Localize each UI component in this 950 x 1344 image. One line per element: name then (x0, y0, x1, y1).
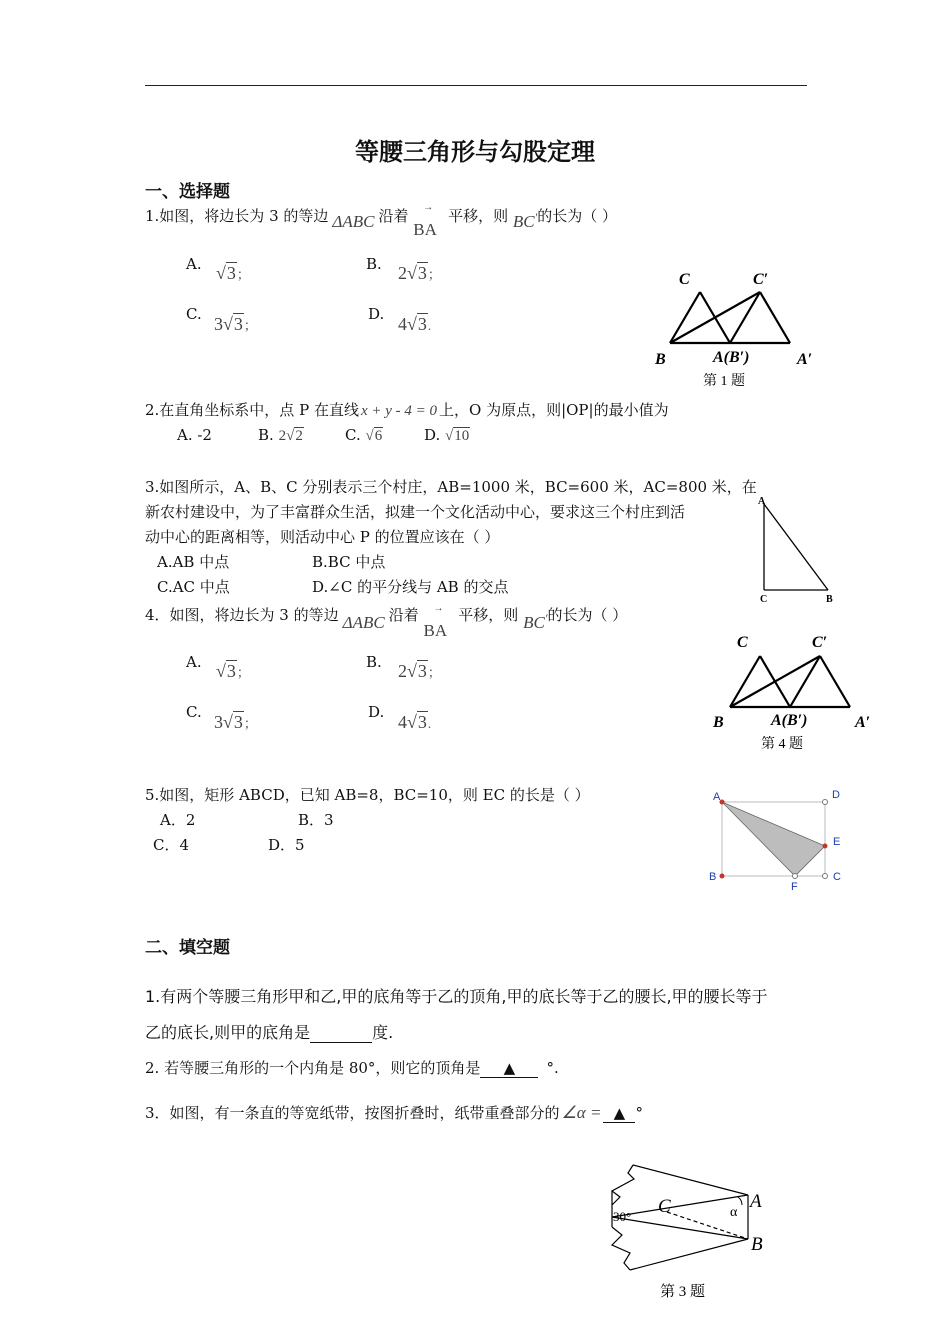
question-5: 5.如图，矩形 ABCD，已知 AB=8，BC=10，则 EC 的长是（ ） (145, 786, 590, 804)
fill-q1-line-2 (145, 1020, 393, 1043)
q4-option-c[interactable] (186, 703, 202, 721)
q4-option-c-value: 3√3； (214, 712, 257, 732)
q3-option-c[interactable]: C.AC 中点 (157, 578, 230, 596)
page-title: 等腰三角形与勾股定理 (355, 138, 595, 166)
q3-option-b[interactable]: B.BC 中点 (312, 553, 386, 571)
q1-option-b-label: B. (366, 255, 382, 273)
q1-option-d-value: 4√3. (398, 314, 432, 334)
fig1-label-ap: A′ (797, 351, 813, 368)
section-choice-heading: 一、选择题 (145, 182, 230, 202)
fig-fill3-label-alpha: α (730, 1205, 738, 1220)
q4-triangle: ΔABC (342, 613, 385, 632)
fig-q3-label-a: A (758, 496, 766, 507)
fig1-caption: 第 1 题 (703, 374, 745, 389)
fig4-label-ab: A(B′) (771, 712, 808, 729)
q4-suffix: 的长为（ ） (547, 606, 628, 624)
q2-option-a[interactable]: A. -2 (177, 426, 212, 444)
q1-option-a-label: A. (186, 255, 202, 273)
q1-move: 平移，则 (448, 207, 509, 225)
q1-vector-label: BA (413, 220, 437, 239)
question-1 (145, 202, 618, 239)
q3-line-3: 动中心的距离相等，则活动中心 P 的位置应该在（ ） (145, 528, 500, 546)
fill-q2 (145, 1057, 559, 1078)
q1-prefix: 1.如图，将边长为 3 的等边 (145, 207, 329, 225)
fig4-caption: 第 4 题 (761, 737, 803, 752)
fig4-label-cp: C′ (812, 634, 828, 651)
q5-option-d[interactable]: D．5 (268, 836, 305, 854)
fig-q5-label-d: D (832, 789, 840, 801)
figure-q3-triangle (752, 494, 842, 606)
q3-option-a[interactable]: A.AB 中点 (157, 553, 230, 571)
fill-q2-answer-blank[interactable] (480, 1059, 538, 1078)
q4-bc (523, 613, 547, 632)
q1-option-a[interactable] (186, 255, 202, 273)
q3-line-2: 新农村建设中，为了丰富群众生活，拟建一个文化活动中心，要求这三个村庄到活 (145, 503, 686, 521)
top-rule (145, 85, 807, 86)
q4-option-d-label: D. (368, 703, 385, 721)
q5-option-c[interactable]: C．4 (153, 836, 190, 854)
fill-q3-text: 3．如图，有一条直的等宽纸带，按图折叠时，纸带重叠部分的 (145, 1104, 560, 1122)
fig-q5-label-a: A (713, 791, 721, 803)
section-fill-heading: 二、填空题 (145, 938, 230, 958)
figure-4-triangles (705, 628, 885, 756)
q1-option-a-value: √3； (216, 263, 250, 283)
q1-option-c-label: C. (186, 305, 202, 323)
q4-option-a-label: A. (186, 653, 202, 671)
q2-option-d[interactable] (424, 426, 470, 445)
q4-option-d-value: 4√3. (398, 712, 432, 732)
fig-fill3-label-a: A (750, 1191, 762, 1212)
fig-fill3-label-30: 30° (613, 1209, 632, 1224)
fill-q1-line-1: 1.有两个等腰三角形甲和乙,甲的底角等于乙的顶角,甲的底长等于乙的腰长,甲的腰长等于 (145, 987, 768, 1006)
q4-option-b[interactable] (366, 653, 382, 671)
q1-suffix: 的长为（ ） (537, 207, 618, 225)
q4-prefix: 4．如图，将边长为 3 的等边 (145, 606, 339, 624)
fill-q3-end: ° (635, 1104, 643, 1122)
fig4-label-c: C (737, 634, 748, 651)
fig-fill3-label-b: B (751, 1234, 763, 1255)
q4-option-b-value: 2√3； (398, 661, 441, 681)
q3-line-1: 3.如图所示，A、B、C 分别表示三个村庄，AB=1000 米，BC=600 米，AC=800 米，在 (145, 478, 757, 496)
q4-bc-prime: ′ (544, 611, 548, 625)
q2-text2: 上，O 为原点，则|OP|的最小值为 (439, 401, 669, 419)
fill-q2-end: °. (546, 1059, 559, 1077)
q4-vector-label: BA (423, 621, 448, 640)
q1-bc (513, 212, 537, 231)
fig-fill3-caption: 第 3 题 (660, 1284, 706, 1300)
q1-along: 沿着 (378, 207, 409, 225)
q2-option-d-value: √10 (445, 428, 470, 444)
figure-q5-rectangle (700, 784, 850, 896)
q1-option-c-value: 3√3； (214, 314, 257, 334)
fig-q5-label-c: C (833, 871, 841, 883)
q5-option-b[interactable]: B．3 (298, 811, 334, 829)
figure-fill-3-folded-strip (600, 1155, 780, 1305)
fig-q5-label-e: E (833, 836, 841, 848)
fig4-label-b: B (713, 714, 724, 731)
question-2 (145, 399, 669, 420)
q2-option-b-label: B. (258, 426, 274, 444)
q1-bc-label: BC (512, 212, 535, 231)
q4-option-a[interactable] (186, 653, 202, 671)
q4-vector: → BA (423, 603, 448, 640)
fig1-label-ab: A(B′) (713, 349, 750, 366)
q1-option-b[interactable] (366, 255, 382, 273)
fill-q3 (145, 1102, 643, 1123)
fill-q3-marker: ▲ (613, 1104, 626, 1122)
fig1-label-c: C (679, 271, 690, 288)
q2-text: 2.在直角坐标系中，点 P 在直线 (145, 401, 359, 419)
q2-option-d-label: D. (424, 426, 441, 444)
fill-q1-text: 乙的底长,则甲的底角是 (145, 1023, 311, 1042)
q4-option-d[interactable] (368, 703, 384, 721)
figure-1-triangles (645, 262, 825, 392)
q4-move: 平移，则 (458, 606, 519, 624)
fig-q3-label-c: C (760, 594, 768, 605)
question-4 (145, 603, 628, 640)
q2-option-c[interactable] (345, 426, 383, 445)
q1-triangle: ΔABC (332, 212, 375, 231)
q2-equation: x + y - 4 = 0 (360, 403, 438, 419)
fill-q2-text: 2. 若等腰三角形的一个内角是 80°，则它的顶角是 (145, 1059, 481, 1077)
fill-q1-answer-blank[interactable] (310, 1023, 372, 1043)
fig1-label-cp: C′ (753, 271, 769, 288)
q4-option-c-label: C. (186, 703, 202, 721)
fig-q3-label-b: B (826, 594, 833, 605)
q2-option-c-label: C. (345, 426, 361, 444)
q2-option-b-value: 2√2 (278, 428, 303, 444)
q1-option-d-label: D. (368, 305, 385, 323)
fill-q3-answer-blank[interactable] (603, 1104, 635, 1123)
fig4-label-ap: A′ (855, 714, 871, 731)
fig-q5-label-f: F (791, 881, 798, 893)
q4-option-b-label: B. (366, 653, 382, 671)
q2-option-c-value: √6 (365, 428, 383, 444)
q3-option-d[interactable]: D.∠C 的平分线与 AB 的交点 (312, 578, 509, 596)
q1-option-b-value: 2√3； (398, 263, 441, 283)
fig1-label-b: B (655, 351, 666, 368)
fill-q3-angle: ∠α = (561, 1103, 602, 1122)
q1-bc-prime: ′ (534, 210, 538, 224)
fig-fill3-label-c: C (658, 1196, 671, 1217)
fig-q5-label-b: B (709, 871, 717, 883)
q5-option-a[interactable]: A．2 (160, 811, 196, 829)
q4-along: 沿着 (388, 606, 419, 624)
q2-option-b[interactable] (258, 426, 304, 445)
fill-q2-marker: ▲ (503, 1059, 516, 1077)
q1-vector: → BA (413, 202, 437, 239)
q4-bc-label: BC (523, 613, 545, 632)
q1-option-d[interactable] (368, 305, 384, 323)
fill-q1-end: 度. (372, 1023, 394, 1042)
q4-option-a-value: √3； (216, 661, 250, 681)
q1-option-c[interactable] (186, 305, 202, 323)
